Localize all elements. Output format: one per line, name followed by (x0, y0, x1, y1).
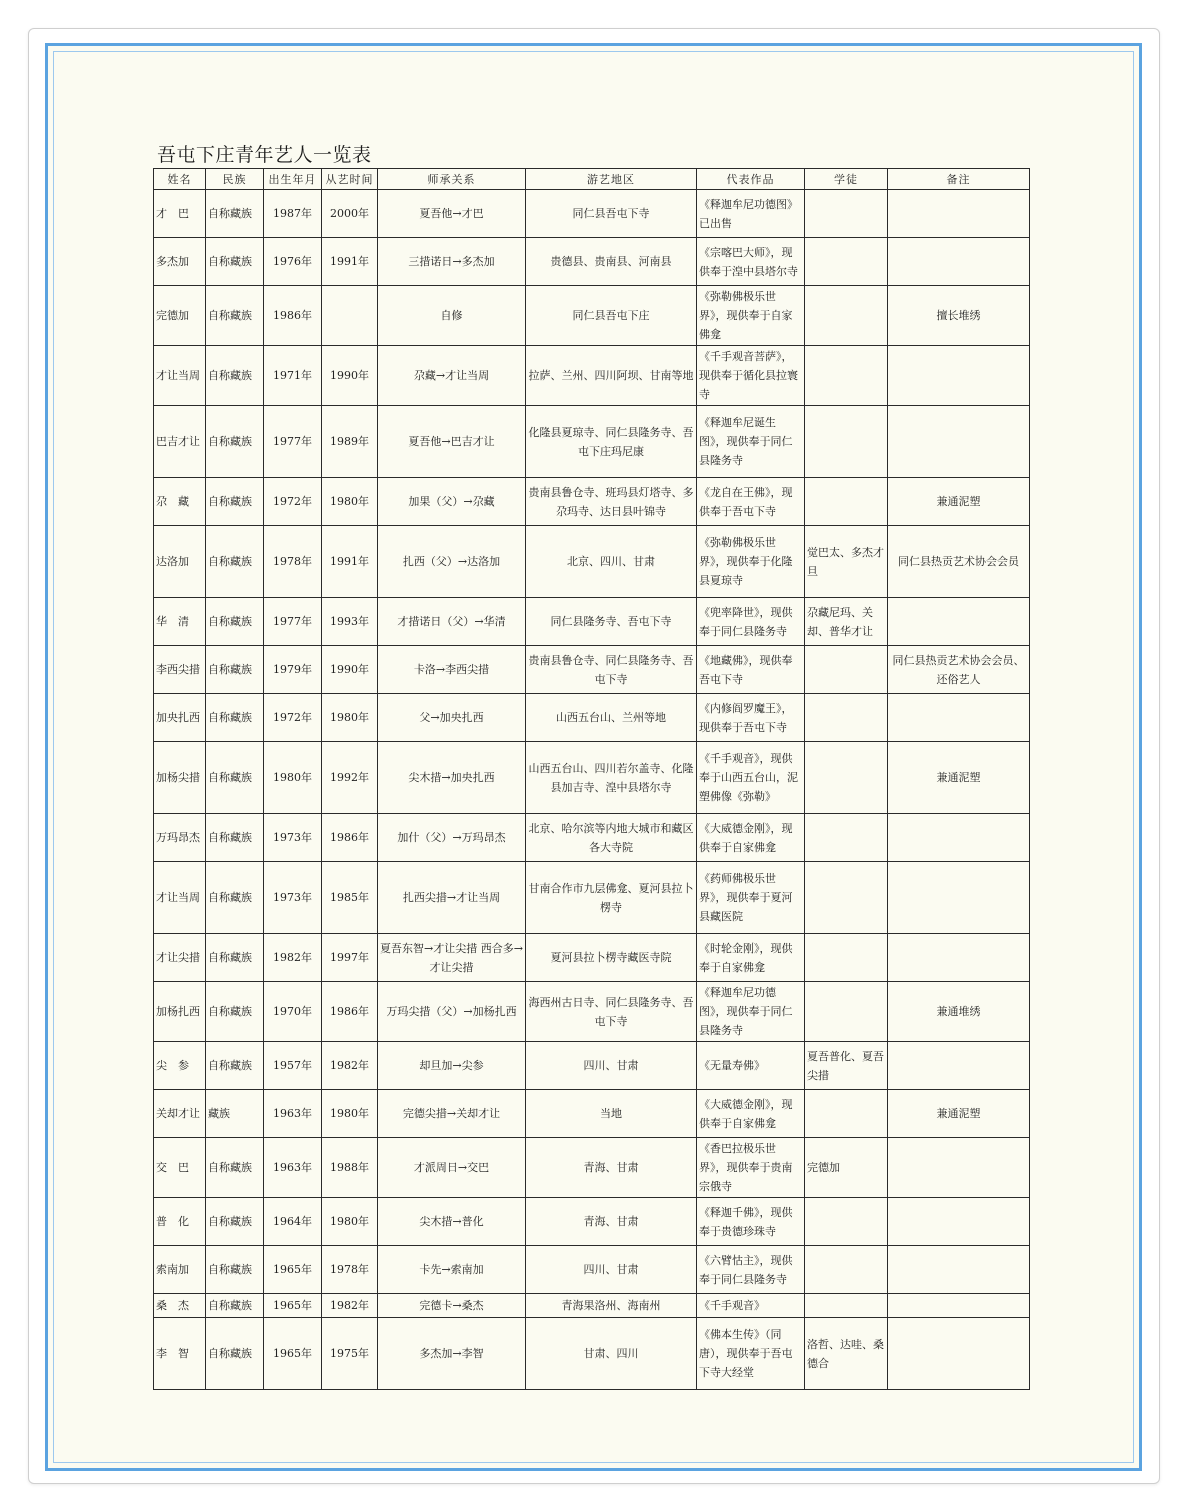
cell-apprentices (805, 406, 888, 478)
cell-apprentices (805, 346, 888, 406)
cell-works: 《千手观音》，现供奉于山西五台山，泥塑佛像《弥勒》 (697, 742, 805, 814)
cell-name: 达洛加 (154, 526, 206, 598)
cell-regions: 四川、甘肃 (526, 1246, 697, 1294)
cell-lineage: 扎西尖措→才让当周 (378, 862, 526, 934)
table-row (154, 190, 1030, 238)
header-notes: 备注 (888, 169, 1030, 190)
cell-name: 尖 参 (154, 1042, 206, 1090)
cell-regions: 贵德县、贵南县、河南县 (526, 238, 697, 286)
cell-works: 《药师佛极乐世界》，现供奉于夏河县藏医院 (697, 862, 805, 934)
cell-start: 1978年 (322, 1246, 378, 1294)
cell-works: 《释迦牟尼功德图》已出售 (697, 190, 805, 238)
cell-apprentices (805, 478, 888, 526)
cell-start: 1985年 (322, 862, 378, 934)
cell-regions: 青海、甘肃 (526, 1138, 697, 1198)
cell-apprentices: 觉巴太、多杰才旦 (805, 526, 888, 598)
cell-apprentices (805, 286, 888, 346)
cell-birth: 1986年 (264, 286, 322, 346)
cell-ethnicity: 自称藏族 (206, 478, 264, 526)
table-row (154, 1198, 1030, 1246)
cell-regions: 同仁县吾屯下寺 (526, 190, 697, 238)
cell-works: 《大威德金刚》，现供奉于自家佛龛 (697, 814, 805, 862)
cell-works: 《宗喀巴大师》，现供奉于湟中县塔尔寺 (697, 238, 805, 286)
cell-birth: 1970年 (264, 982, 322, 1042)
cell-ethnicity: 自称藏族 (206, 1138, 264, 1198)
cell-notes (888, 1042, 1030, 1090)
cell-birth: 1957年 (264, 1042, 322, 1090)
cell-works: 《龙自在王佛》，现供奉于吾屯下寺 (697, 478, 805, 526)
cell-name: 加杨尖措 (154, 742, 206, 814)
cell-apprentices (805, 1246, 888, 1294)
cell-lineage: 完德尖措→关却才让 (378, 1090, 526, 1138)
cell-ethnicity: 自称藏族 (206, 742, 264, 814)
cell-works: 《时轮金刚》，现供奉于自家佛龛 (697, 934, 805, 982)
cell-lineage: 多杰加→李智 (378, 1318, 526, 1390)
cell-works: 《释迦牟尼诞生图》，现供奉于同仁县隆务寺 (697, 406, 805, 478)
cell-apprentices (805, 862, 888, 934)
cell-works: 《千手观音》 (697, 1294, 805, 1318)
cell-name: 才 巴 (154, 190, 206, 238)
cell-name: 普 化 (154, 1198, 206, 1246)
cell-works: 《无量寿佛》 (697, 1042, 805, 1090)
cell-birth: 1987年 (264, 190, 322, 238)
cell-lineage: 才派周日→交巴 (378, 1138, 526, 1198)
table-row (154, 1090, 1030, 1138)
cell-regions: 贵南县鲁仓寺、班玛县灯塔寺、多尕玛寺、达日县叶锦寺 (526, 478, 697, 526)
cell-lineage: 三措诺日→多杰加 (378, 238, 526, 286)
cell-lineage: 加什（父）→万玛昂杰 (378, 814, 526, 862)
table-row (154, 478, 1030, 526)
cell-start (322, 286, 378, 346)
header-ethnicity: 民族 (206, 169, 264, 190)
cell-birth: 1965年 (264, 1246, 322, 1294)
cell-lineage: 夏吾东智→才让尖措 西合多→才让尖措 (378, 934, 526, 982)
cell-lineage: 尖木措→加央扎西 (378, 742, 526, 814)
cell-regions: 甘南合作市九层佛龛、夏河县拉卜楞寺 (526, 862, 697, 934)
cell-ethnicity: 自称藏族 (206, 1042, 264, 1090)
cell-notes (888, 238, 1030, 286)
header-works: 代表作品 (697, 169, 805, 190)
cell-name: 万玛昂杰 (154, 814, 206, 862)
cell-start: 2000年 (322, 190, 378, 238)
cell-start: 1991年 (322, 238, 378, 286)
cell-ethnicity: 自称藏族 (206, 1246, 264, 1294)
cell-works: 《香巴拉极乐世界》，现供奉于贵南宗俄寺 (697, 1138, 805, 1198)
header-row (154, 169, 1030, 190)
cell-ethnicity: 自称藏族 (206, 1294, 264, 1318)
cell-birth: 1972年 (264, 478, 322, 526)
cell-ethnicity: 自称藏族 (206, 406, 264, 478)
cell-birth: 1965年 (264, 1318, 322, 1390)
table-row (154, 1318, 1030, 1390)
cell-start: 1990年 (322, 346, 378, 406)
cell-notes (888, 1198, 1030, 1246)
cell-lineage: 自修 (378, 286, 526, 346)
cell-start: 1997年 (322, 934, 378, 982)
table-row (154, 598, 1030, 646)
cell-ethnicity: 自称藏族 (206, 238, 264, 286)
cell-apprentices: 洛哲、达哇、桑德合 (805, 1318, 888, 1390)
cell-birth: 1976年 (264, 238, 322, 286)
cell-lineage: 父→加央扎西 (378, 694, 526, 742)
cell-name: 李 智 (154, 1318, 206, 1390)
cell-regions: 四川、甘肃 (526, 1042, 697, 1090)
cell-start: 1990年 (322, 646, 378, 694)
cell-name: 才让尖措 (154, 934, 206, 982)
cell-regions: 贵南县鲁仓寺、同仁县隆务寺、吾屯下寺 (526, 646, 697, 694)
cell-lineage: 夏吾他→才巴 (378, 190, 526, 238)
cell-regions: 同仁县隆务寺、吾屯下寺 (526, 598, 697, 646)
cell-notes (888, 694, 1030, 742)
cell-start: 1975年 (322, 1318, 378, 1390)
cell-ethnicity: 自称藏族 (206, 646, 264, 694)
cell-regions: 青海、甘肃 (526, 1198, 697, 1246)
cell-name: 交 巴 (154, 1138, 206, 1198)
cell-apprentices (805, 646, 888, 694)
cell-ethnicity: 自称藏族 (206, 346, 264, 406)
cell-notes: 兼通泥塑 (888, 1090, 1030, 1138)
cell-works: 《地藏佛》，现供奉吾屯下寺 (697, 646, 805, 694)
cell-start: 1980年 (322, 478, 378, 526)
cell-apprentices (805, 934, 888, 982)
cell-notes (888, 1294, 1030, 1318)
cell-works: 《释迦牟尼功德图》，现供奉于同仁县隆务寺 (697, 982, 805, 1042)
table-row (154, 646, 1030, 694)
cell-ethnicity: 藏族 (206, 1090, 264, 1138)
cell-birth: 1977年 (264, 598, 322, 646)
cell-birth: 1977年 (264, 406, 322, 478)
cell-notes: 兼通泥塑 (888, 478, 1030, 526)
cell-apprentices: 尕藏尼玛、关却、普华才让 (805, 598, 888, 646)
cell-birth: 1964年 (264, 1198, 322, 1246)
cell-lineage: 完德卡→桑杰 (378, 1294, 526, 1318)
table-row (154, 694, 1030, 742)
cell-notes: 兼通堆绣 (888, 982, 1030, 1042)
cell-regions: 夏河县拉卜楞寺藏医寺院 (526, 934, 697, 982)
cell-regions: 青海果洛州、海南州 (526, 1294, 697, 1318)
cell-notes (888, 934, 1030, 982)
cell-regions: 化隆县夏琼寺、同仁县隆务寺、吾屯下庄玛尼康 (526, 406, 697, 478)
cell-ethnicity: 自称藏族 (206, 598, 264, 646)
cell-ethnicity: 自称藏族 (206, 694, 264, 742)
table-row (154, 814, 1030, 862)
cell-notes: 同仁县热贡艺术协会会员 (888, 526, 1030, 598)
cell-notes (888, 814, 1030, 862)
cell-birth: 1965年 (264, 1294, 322, 1318)
cell-lineage: 加果（父）→尕藏 (378, 478, 526, 526)
cell-ethnicity: 自称藏族 (206, 526, 264, 598)
cell-apprentices (805, 814, 888, 862)
cell-name: 巴吉才让 (154, 406, 206, 478)
cell-notes (888, 1318, 1030, 1390)
header-birth: 出生年月 (264, 169, 322, 190)
cell-birth: 1980年 (264, 742, 322, 814)
cell-apprentices (805, 1090, 888, 1138)
cell-regions: 山西五台山、兰州等地 (526, 694, 697, 742)
cell-birth: 1972年 (264, 694, 322, 742)
cell-notes (888, 1138, 1030, 1198)
cell-notes: 同仁县热贡艺术协会会员、还俗艺人 (888, 646, 1030, 694)
cell-name: 李西尖措 (154, 646, 206, 694)
cell-start: 1986年 (322, 814, 378, 862)
cell-lineage: 却旦加→尖参 (378, 1042, 526, 1090)
cell-apprentices (805, 982, 888, 1042)
cell-regions: 同仁县吾屯下庄 (526, 286, 697, 346)
cell-works: 《弥勒佛极乐世界》，现供奉于化隆县夏琼寺 (697, 526, 805, 598)
cell-apprentices: 完德加 (805, 1138, 888, 1198)
artist-table (153, 168, 1030, 1390)
table-row (154, 526, 1030, 598)
cell-ethnicity: 自称藏族 (206, 1318, 264, 1390)
cell-works: 《释迦千佛》，现供奉于贵德珍珠寺 (697, 1198, 805, 1246)
cell-regions: 山西五台山、四川若尔盖寺、化隆县加吉寺、湟中县塔尔寺 (526, 742, 697, 814)
cell-works: 《千手观音菩萨》，现供奉于循化县拉寰寺 (697, 346, 805, 406)
cell-regions: 北京、哈尔滨等内地大城市和藏区各大寺院 (526, 814, 697, 862)
cell-works: 《兜率降世》，现供奉于同仁县隆务寺 (697, 598, 805, 646)
cell-apprentices (805, 1294, 888, 1318)
cell-birth: 1973年 (264, 862, 322, 934)
cell-birth: 1963年 (264, 1090, 322, 1138)
table-row (154, 1138, 1030, 1198)
table-row (154, 1294, 1030, 1318)
cell-birth: 1982年 (264, 934, 322, 982)
cell-notes (888, 190, 1030, 238)
cell-birth: 1973年 (264, 814, 322, 862)
cell-notes: 兼通泥塑 (888, 742, 1030, 814)
cell-works: 《弥勒佛极乐世界》，现供奉于自家佛龛 (697, 286, 805, 346)
cell-name: 加杨扎西 (154, 982, 206, 1042)
cell-apprentices (805, 742, 888, 814)
cell-works: 《内修阎罗魔王》，现供奉于吾屯下寺 (697, 694, 805, 742)
header-start: 从艺时间 (322, 169, 378, 190)
cell-ethnicity: 自称藏族 (206, 814, 264, 862)
cell-start: 1991年 (322, 526, 378, 598)
cell-ethnicity: 自称藏族 (206, 862, 264, 934)
cell-name: 完德加 (154, 286, 206, 346)
cell-birth: 1971年 (264, 346, 322, 406)
table-row (154, 238, 1030, 286)
cell-birth: 1963年 (264, 1138, 322, 1198)
cell-birth: 1978年 (264, 526, 322, 598)
cell-apprentices (805, 1198, 888, 1246)
cell-start: 1980年 (322, 694, 378, 742)
cell-lineage: 卡洛→李西尖措 (378, 646, 526, 694)
cell-works: 《大威德金刚》，现供奉于自家佛龛 (697, 1090, 805, 1138)
cell-start: 1989年 (322, 406, 378, 478)
table-row (154, 982, 1030, 1042)
cell-start: 1988年 (322, 1138, 378, 1198)
cell-start: 1992年 (322, 742, 378, 814)
cell-notes (888, 1246, 1030, 1294)
cell-lineage: 才措诺日（父）→华清 (378, 598, 526, 646)
cell-regions: 拉萨、兰州、四川阿坝、甘南等地 (526, 346, 697, 406)
cell-notes (888, 862, 1030, 934)
table-row (154, 286, 1030, 346)
cell-ethnicity: 自称藏族 (206, 190, 264, 238)
table-row (154, 1246, 1030, 1294)
header-name: 姓名 (154, 169, 206, 190)
cell-notes (888, 406, 1030, 478)
header-regions: 游艺地区 (526, 169, 697, 190)
cell-name: 加央扎西 (154, 694, 206, 742)
cell-name: 多杰加 (154, 238, 206, 286)
table-row (154, 862, 1030, 934)
cell-start: 1982年 (322, 1294, 378, 1318)
cell-ethnicity: 自称藏族 (206, 934, 264, 982)
cell-apprentices (805, 190, 888, 238)
cell-apprentices (805, 694, 888, 742)
cell-ethnicity: 自称藏族 (206, 286, 264, 346)
cell-ethnicity: 自称藏族 (206, 1198, 264, 1246)
cell-name: 关却才让 (154, 1090, 206, 1138)
cell-lineage: 卡先→索南加 (378, 1246, 526, 1294)
cell-regions: 甘肃、四川 (526, 1318, 697, 1390)
cell-lineage: 夏吾他→巴吉才让 (378, 406, 526, 478)
cell-start: 1980年 (322, 1198, 378, 1246)
cell-name: 桑 杰 (154, 1294, 206, 1318)
cell-lineage: 尖木措→普化 (378, 1198, 526, 1246)
cell-name: 索南加 (154, 1246, 206, 1294)
cell-start: 1980年 (322, 1090, 378, 1138)
cell-name: 才让当周 (154, 346, 206, 406)
cell-name: 华 清 (154, 598, 206, 646)
cell-name: 才让当周 (154, 862, 206, 934)
cell-lineage: 扎西（父）→达洛加 (378, 526, 526, 598)
cell-lineage: 尕藏→才让当周 (378, 346, 526, 406)
cell-works: 《六臂怙主》，现供奉于同仁县隆务寺 (697, 1246, 805, 1294)
cell-birth: 1979年 (264, 646, 322, 694)
table-row (154, 934, 1030, 982)
header-apprentices: 学徒 (805, 169, 888, 190)
cell-works: 《佛本生传》（同唐），现供奉于吾屯下寺大经堂 (697, 1318, 805, 1390)
cell-name: 尕 藏 (154, 478, 206, 526)
cell-lineage: 万玛尖措（父）→加杨扎西 (378, 982, 526, 1042)
cell-notes (888, 346, 1030, 406)
cell-start: 1993年 (322, 598, 378, 646)
table-row (154, 346, 1030, 406)
table-row (154, 406, 1030, 478)
table-row (154, 742, 1030, 814)
cell-ethnicity: 自称藏族 (206, 982, 264, 1042)
cell-regions: 海西州古日寺、同仁县隆务寺、吾屯下寺 (526, 982, 697, 1042)
cell-start: 1986年 (322, 982, 378, 1042)
header-lineage: 师承关系 (378, 169, 526, 190)
table-row (154, 1042, 1030, 1090)
cell-apprentices (805, 238, 888, 286)
cell-notes: 擅长堆绣 (888, 286, 1030, 346)
cell-regions: 北京、四川、甘肃 (526, 526, 697, 598)
table-title: 吾屯下庄青年艺人一览表 (157, 144, 372, 166)
cell-apprentices: 夏吾普化、夏吾尖措 (805, 1042, 888, 1090)
cell-regions: 当地 (526, 1090, 697, 1138)
cell-notes (888, 598, 1030, 646)
cell-start: 1982年 (322, 1042, 378, 1090)
document-scan (153, 140, 1030, 1390)
